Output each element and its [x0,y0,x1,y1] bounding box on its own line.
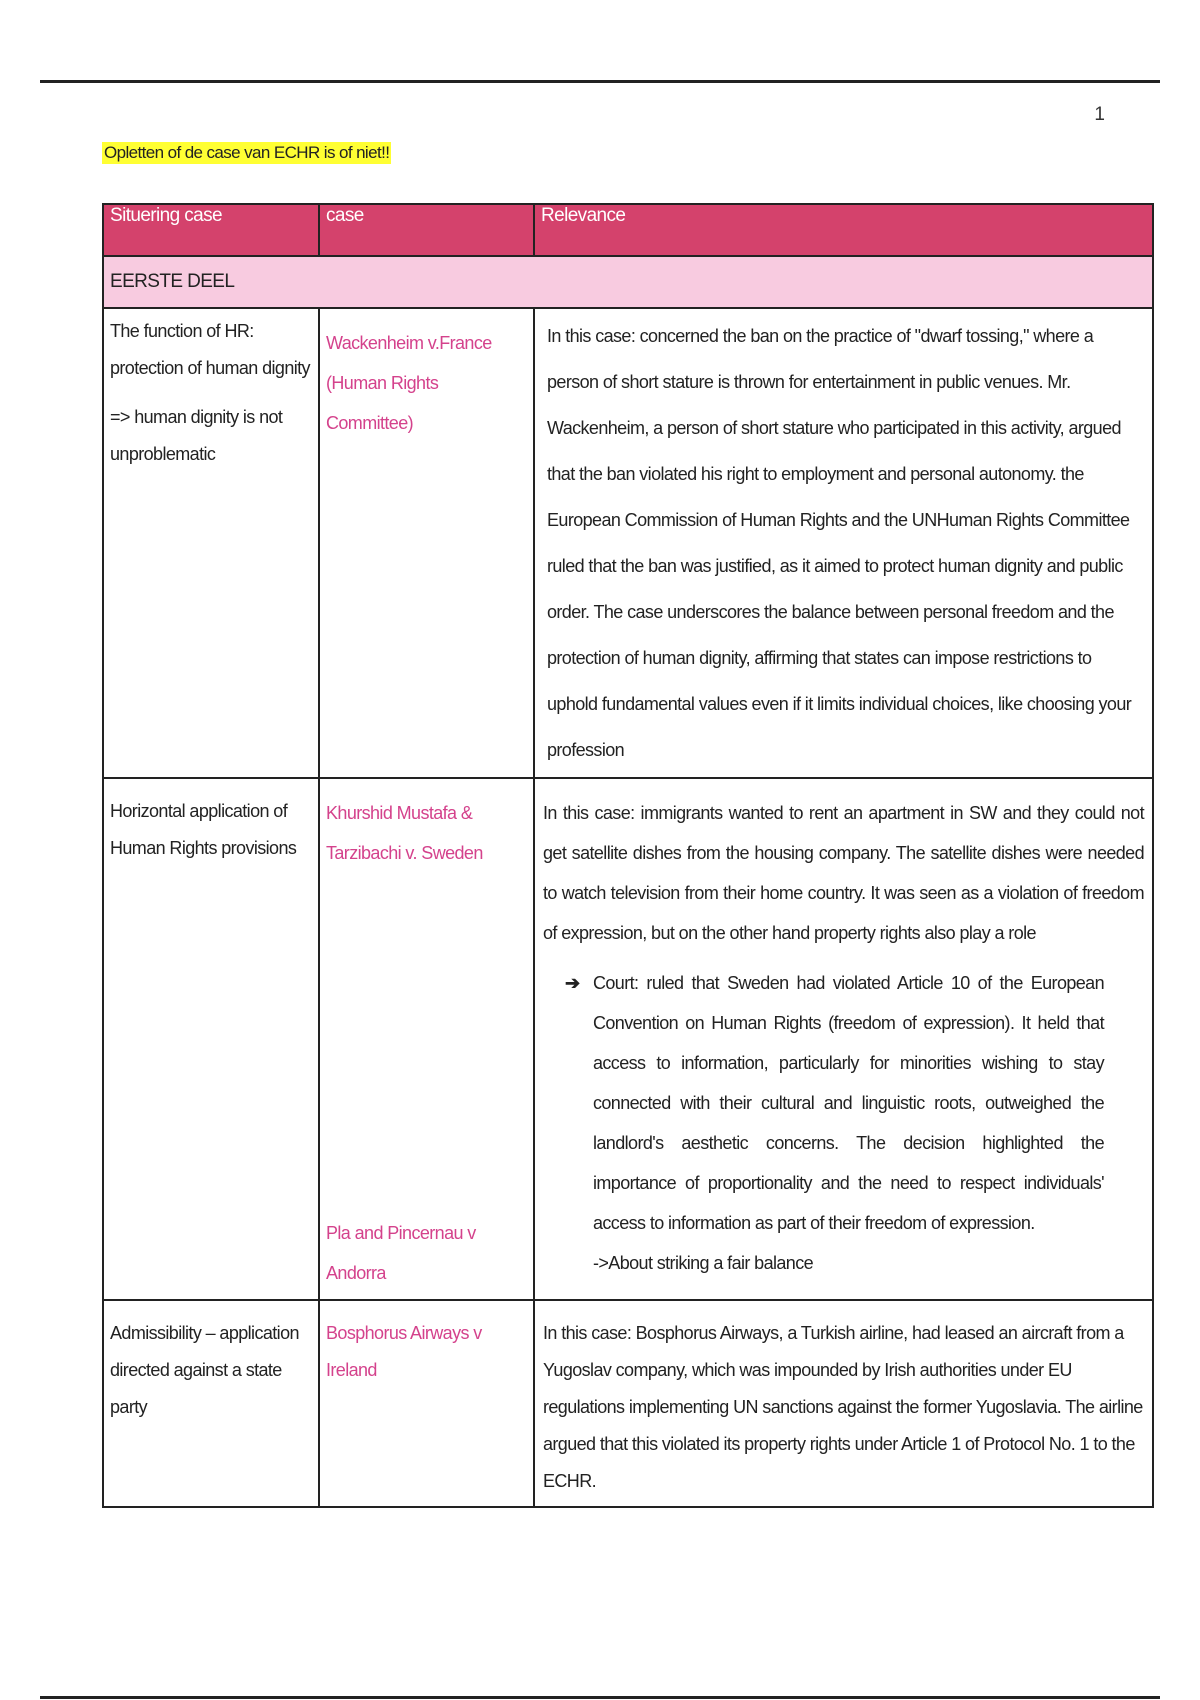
table-row [103,308,1153,778]
table-row [103,1300,1153,1507]
court-text: Court: ruled that Sweden had violated Article 10 of the European Convention on Human Rights (freedom of expression). It held that access to information, particularly for minorities wishing to stay connected with their cultural and linguistic roots, outweighed the landlord's aesthetic concerns. The decision highlighted the importance of proportionality and the need to respect individuals' access to information as part of their freedom of expression. [593,973,1104,1233]
situering-text: Horizontal application of Human Rights provisions [110,801,297,858]
case-cell [319,1300,534,1507]
case-name: Khurshid Mustafa & Tarzibachi v. Sweden [326,803,483,863]
situering-cell [103,1300,319,1507]
situering-line: protection of human dignity [110,358,310,378]
relevance-cell [534,308,1153,778]
situering-line: The function of HR: [110,321,254,341]
case-name: Wackenheim v.France (Human Rights Committee) [326,333,492,433]
situering-text: Admissibility – application directed against a state party [110,1323,299,1417]
header-relevance: Relevance [534,204,1153,256]
header-case: case [319,204,534,256]
arrow-right-icon: ➔ [565,973,580,993]
bottom-rule [40,1696,1160,1699]
balance-note: ->About striking a fair balance [593,1253,814,1273]
table-row [103,778,1153,1300]
situering-cell [103,778,319,1300]
case-name-secondary: Pla and Pincernau v Andorra [326,1223,476,1283]
court-ruling [565,963,1104,1243]
highlighted-note: Opletten of de case van ECHR is of niet!! [104,143,390,162]
relevance-text: In this case: immigrants wanted to rent an apartment in SW and they could not get satellite dishes from the housing company. The satellite dishes were needed to watch television from their home country. It was seen as a violation of freedom of expression, but on the other hand property rights also play a role [543,803,1144,943]
header-row [103,204,1153,256]
situering-line: => human dignity is not unproblematic [110,407,283,464]
top-rule [40,80,1160,83]
section-row [103,256,1153,308]
relevance-text: In this case: concerned the ban on the practice of "dwarf tossing," where a person of short stature is thrown for entertainment in public venues. Mr. Wackenheim, a person of short stature who participated in this activity, argued that the ban violated his right to employment and personal autonomy. the European Commission of Human Rights and the UNHuman Rights Committee ruled that the ban was justified, as it aimed to protect human dignity and public order. The case underscores the balance between personal freedom and the protection of human dignity, affirming that states can impose restrictions to uphold fundamental values even if it limits individual choices, like choosing your profession [547,326,1132,760]
relevance-text: In this case: Bosphorus Airways, a Turkish airline, had leased an aircraft from a Yugoslav company, which was impounded by Irish authorities under EU regulations implementing UN sanctions against the former Yugoslavia. The airline argued that this violated its property rights under Article 1 of Protocol No. 1 to the ECHR. [543,1323,1143,1491]
page-number: 1 [1094,104,1105,125]
relevance-cell [534,1300,1153,1507]
case-table [102,203,1154,1508]
situering-cell [103,308,319,778]
section-title: EERSTE DEEL [103,256,1153,308]
case-cell [319,308,534,778]
case-name: Bosphorus Airways v Ireland [326,1323,482,1380]
relevance-cell [534,778,1153,1300]
case-cell [319,778,534,1300]
header-situering: Situering case [103,204,319,256]
